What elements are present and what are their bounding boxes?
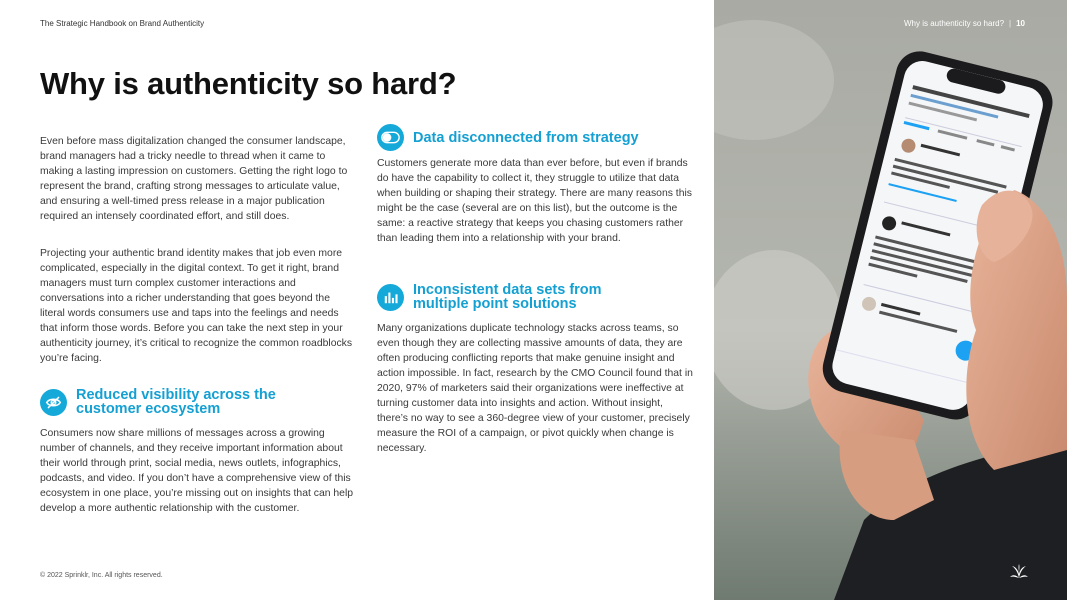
section-body: Many organizations duplicate technology stacks across teams, so even though they are collecting massive amounts of data, they are often producing conflicting reports that make genuine insight and action impossible. In fact, research by the CMO Council found that in 2020, 97% of marketers said their organizations were ineffective at turning customer data into insights and action. Without insight, there’s no way to see a 360-degree view of your customer, precisely measure the ROI of a campaign, or pivot quickly when change is necessary. [377, 323, 693, 454]
section-heading-data-disconnected [377, 124, 639, 151]
section-title: Data disconnected from strategy [413, 129, 639, 146]
bar-chart-icon [377, 284, 404, 311]
intro-paragraph-2: Projecting your authentic brand identity makes that job even more complicated, especially in the digital context. To get it right, brand managers must turn complex customer interactions and conversations into a richer understanding that goes beyond the literal words consumers use and taps into the feelings and needs that inform those words. Before you can take the next step in your authenticity journey, it’s critical to recognize the common roadblocks you’re facing. [40, 248, 353, 364]
doc-title: The Strategic Handbook on Brand Authenticity [40, 19, 205, 28]
photo-illustration [714, 0, 1067, 600]
intro-paragraph: Even before mass digitalization changed the consumer landscape, brand managers had a tricky needle to thread when it came to making a lasting impression on customers. Getting the right logo to represent the brand, crafting strong messages to articulate value, and ensuring a well-timed press release in a major publication required an intensely coordinated effort, and still does. [40, 136, 348, 222]
section-name: Why is authenticity so hard? [903, 19, 1005, 28]
phone-photo [714, 0, 1067, 600]
sprinklr-logo-icon [1009, 563, 1029, 584]
header-separator: | [1009, 19, 1012, 28]
section-body: Customers generate more data than ever before, but even if brands do have the capability to collect it, they struggle to utilize that data when building or shaping their strategy. There are many reasons this might be the case (several are on this list), but the outcome is the same: a reactive strategy that keeps you chasing customers rather than leading them into a relationship with your brand. [377, 158, 692, 244]
section-heading-visibility [40, 388, 276, 416]
section-title: Reduced visibility across the customer ecosystem [76, 387, 276, 417]
section-heading-inconsistent-data [377, 283, 602, 311]
page-number: 10 [1016, 19, 1025, 28]
section-title: Inconsistent data sets from multiple point solutions [413, 282, 602, 312]
copyright: © 2022 Sprinklr, Inc. All rights reserved. [40, 572, 163, 579]
section-body: Consumers now share millions of messages across a growing number of channels, and they receive important information about their world through print, social media, news outlets, infographics, podcasts, and video. If you don’t have a comprehensive view of this ecosystem in one place, you’re missing out on insights that can help develop a more authentic relationship with the customer. [40, 428, 354, 514]
page-title: Why is authenticity so hard? [40, 66, 457, 101]
toggle-circles-icon [377, 124, 404, 151]
running-header [904, 19, 1025, 28]
eye-slash-icon [40, 389, 67, 416]
